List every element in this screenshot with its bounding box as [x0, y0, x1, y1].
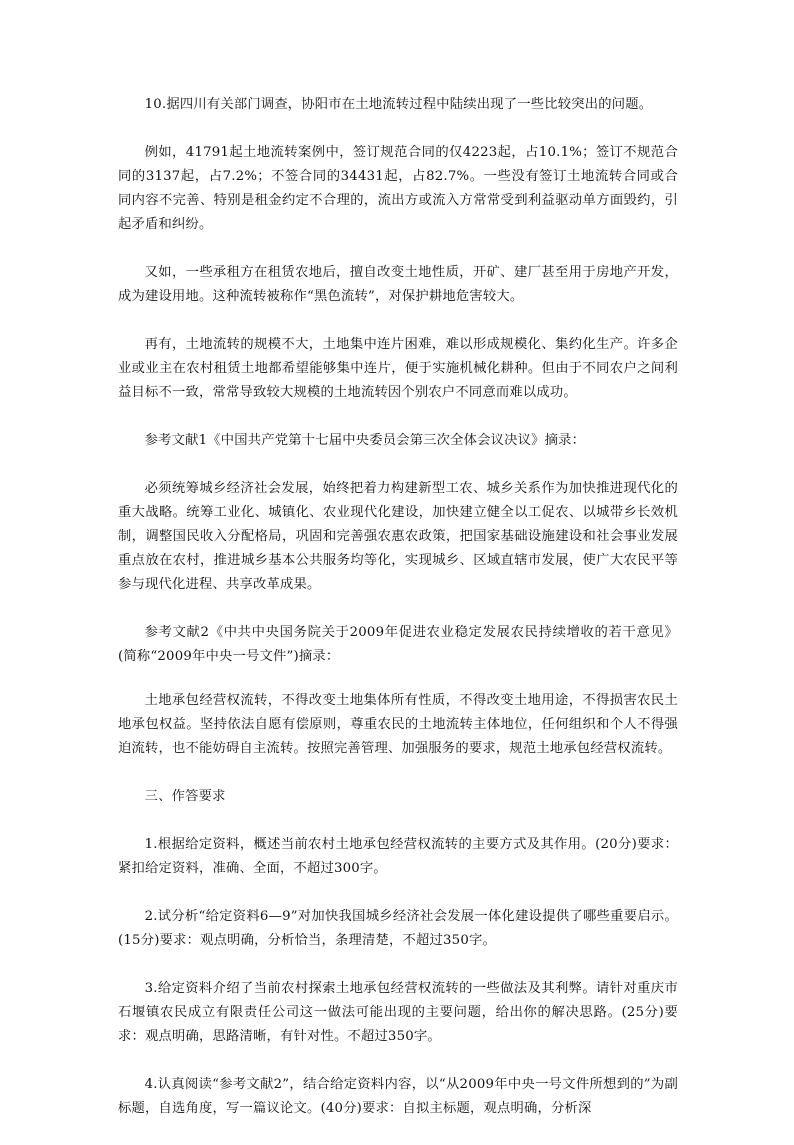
- question-4: 4.认真阅读“参考文献2”，结合给定资料内容，以“从2009年中央一号文件所想到的”为副标题，自选角度，写一篇议论文。(40分)要求：自拟主标题，观点明确，分析深: [118, 1077, 678, 1116]
- paragraph-reference-2-excerpt: 土地承包经营权流转，不得改变土地集体所有性质，不得改变土地用途，不得损害农民土地承包权益。坚持依法自愿有偿原则，尊重农民的土地流转主体地位，任何组织和个人不得强迫流转，也不能妨碍自主流转。按照完善管理、加强服务的要求，规范土地承包经营权流转。: [118, 693, 678, 756]
- paragraph-contract-statistics: 例如，41791起土地流转案例中，签订规范合同的仅4223起，占10.1%；签订不规范合同的3137起，占7.2%；不签合同的34431起，占82.7%。一些没有签订土地流转合同或合同内容不完善、特别是租金约定不合理的，流出方或流入方常常受到利益驱动单方面毁约，引起矛盾和纠纷。: [118, 145, 678, 232]
- question-1: 1.根据给定资料，概述当前农村土地承包经营权流转的主要方式及其作用。(20分)要求：紧扣给定资料，准确、全面，不超过300字。: [118, 837, 678, 876]
- paragraph-scale-problem: 再有，土地流转的规模不大，土地集中连片困难，难以形成规模化、集约化生产。许多企业或业主在农村租赁土地都希望能够集中连片，便于实施机械化耕种。但由于不同农户之间利益目标不一致，常常导致较大规模的土地流转因个别农户不同意而难以成功。: [118, 337, 678, 400]
- paragraph-reference-1-title: 参考文献1《中国共产党第十七届中央委员会第三次全体会议决议》摘录：: [144, 433, 586, 448]
- question-2: 2.试分析“给定资料6—9”对加快我国城乡经济社会发展一体化建设提供了哪些重要启示。(15分)要求：观点明确，分析恰当，条理清楚，不超过350字。: [118, 909, 678, 948]
- paragraph-reference-2-title: 参考文献2《中共中央国务院关于2009年促进农业稳定发展农民持续增收的若干意见》(简称“2009年中央一号文件”)摘录：: [118, 625, 678, 664]
- paragraph-survey-intro: 10.据四川有关部门调查，协阳市在土地流转过程中陆续出现了一些比较突出的问题。: [144, 97, 653, 112]
- section-heading-answer-requirements: 三、作答要求: [144, 789, 226, 804]
- paragraph-reference-1-excerpt: 必须统筹城乡经济社会发展，始终把着力构建新型工农、城乡关系作为加快推进现代化的重大战略。统筹工业化、城镇化、农业现代化建设，加快建立健全以工促农、以城带乡长效机制，调整国民收入分配格局，巩固和完善强农惠农政策，把国家基础设施建设和社会事业发展重点放在农村，推进城乡基本公共服务均等化，实现城乡、区域直辖市发展，使广大农民平等参与现代化进程、共享改革成果。: [118, 481, 678, 592]
- question-3: 3.给定资料介绍了当前农村探索土地承包经营权流转的一些做法及其利弊。请针对重庆市石堰镇农民成立有限责任公司这一做法可能出现的主要问题，给出你的解决思路。(25分)要求：观点明确，思路清晰，有针对性。不超过350字。: [118, 981, 678, 1044]
- paragraph-black-transfer: 又如，一些承租方在租赁农地后，擅自改变土地性质，开矿、建厂甚至用于房地产开发，成为建设用地。这种流转被称作“黑色流转”，对保护耕地危害较大。: [118, 265, 678, 304]
- document-body: [118, 93, 678, 1145]
